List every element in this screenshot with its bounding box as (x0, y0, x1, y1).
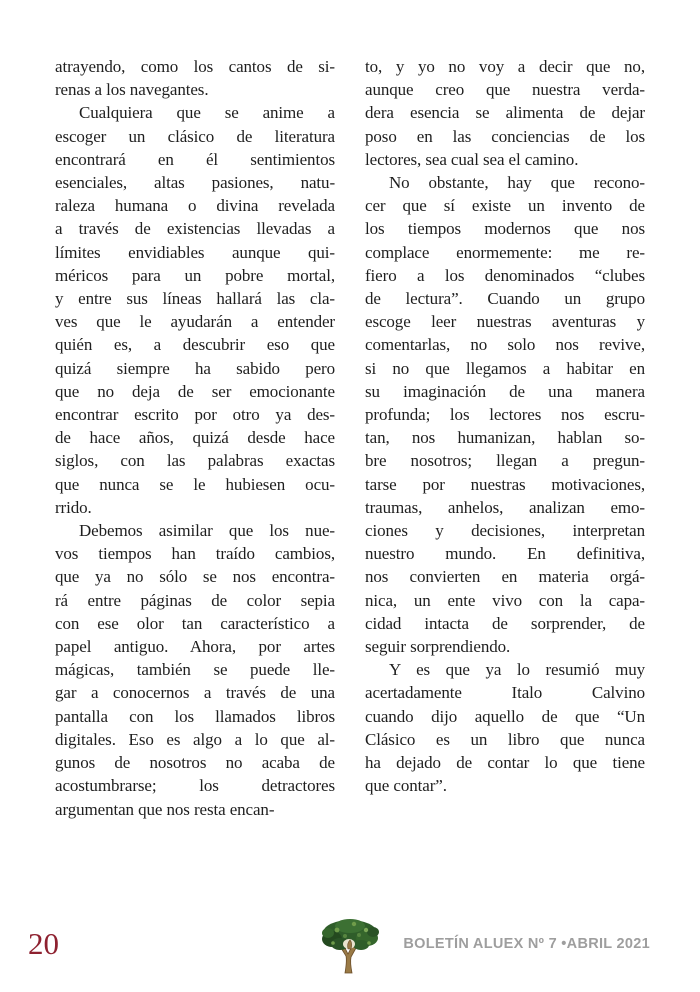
text-line: mágicas, también se puede lle- (55, 660, 335, 680)
text-line: acertadamente Italo Calvino (365, 683, 645, 703)
text-line: Clásico es un libro que nunca (365, 729, 645, 749)
text-line: rá entre páginas de color sepia (55, 590, 335, 610)
text-line: nica, un ente vivo con la capa- (365, 590, 645, 610)
text-line: nos convierten en materia orgá- (365, 567, 645, 587)
text-line: rrido. (55, 497, 92, 517)
text-line: traumas, anhelos, analizan emo- (365, 497, 645, 517)
left-column (55, 55, 335, 821)
text-line: encontrar escrito por otro ya des- (55, 405, 335, 425)
article-body (55, 55, 645, 821)
text-line: dera esencia se alimenta de dejar (365, 103, 645, 123)
text-line: lectores, sea cual sea el camino. (365, 149, 579, 169)
text-line: vos tiempos han traído cambios, (55, 544, 335, 564)
text-line: y entre sus líneas hallará las cla- (55, 289, 335, 309)
text-line: esenciales, altas pasiones, natu- (55, 173, 335, 193)
bulletin-issue-label: BOLETÍN ALUEX Nº 7 •ABRIL 2021 (403, 936, 650, 952)
text-line: escoge leer nuestras aventuras y (365, 312, 645, 332)
text-line: poso en las conciencias de los (365, 126, 645, 146)
text-line: que contar”. (365, 776, 447, 796)
text-line: nuestro mundo. En definitiva, (365, 544, 645, 564)
text-line: de lectura”. Cuando un grupo (365, 289, 645, 309)
text-line: que ya no sólo se nos encontra- (55, 567, 335, 587)
text-line: quizá siempre ha sabido pero (55, 358, 335, 378)
text-line: gunos de nosotros no acaba de (55, 753, 335, 773)
text-line: raleza humana o divina revelada (55, 196, 335, 216)
text-line: papel antiguo. Ahora, por artes (55, 637, 335, 657)
text-line: quién es, a descubrir eso que (55, 335, 335, 355)
text-line: renas a los navegantes. (55, 80, 209, 100)
text-line: aunque creo que nuestra verda- (365, 80, 645, 100)
text-line: siglos, con las palabras exactas (55, 451, 335, 471)
page-number: 20 (28, 926, 59, 961)
text-line: cidad intacta de sorprender, de (365, 613, 645, 633)
text-line: fiero a los denominados “clubes (365, 265, 645, 285)
text-line: que nunca se le hubiesen ocu- (55, 474, 335, 494)
right-column (365, 55, 645, 821)
text-line: tarse por nuestras motivaciones, (365, 474, 645, 494)
text-line: gar a conocernos a través de una (55, 683, 335, 703)
text-line: atrayendo, como los cantos de si- (55, 57, 335, 76)
text-line: Y es que ya lo resumió muy (389, 660, 645, 680)
text-line: límites envidiables aunque qui- (55, 242, 335, 262)
text-line: méricos para un pobre mortal, (55, 265, 335, 285)
text-line: su imaginación de una manera (365, 381, 645, 401)
text-line: los tiempos modernos que nos (365, 219, 645, 239)
text-line: cer que sí existe un invento de (365, 196, 645, 216)
text-line: Cualquiera que se anime a (79, 103, 335, 123)
text-line: No obstante, hay que recono- (389, 173, 645, 193)
text-line: argumentan que nos resta encan- (55, 799, 275, 819)
text-line: cuando dijo aquello de que “Un (365, 706, 645, 726)
text-line: comentarlas, no solo nos revive, (365, 335, 645, 355)
text-line: seguir sorprendiendo. (365, 637, 511, 657)
text-line: encontrará en él sentimientos (55, 149, 335, 169)
text-line: digitales. Eso es algo a lo que al- (55, 729, 335, 749)
text-line: con ese olor tan característico a (55, 613, 335, 633)
text-line: a través de existencias llevadas a (55, 219, 335, 239)
text-line: si no que llegamos a habitar en (365, 358, 645, 378)
page-footer (0, 905, 700, 992)
text-line: ves que le ayudarán a entender (55, 312, 335, 332)
text-line: pantalla con los llamados libros (55, 706, 335, 726)
text-line: profunda; los lectores nos escru- (365, 405, 645, 425)
text-line: tan, nos humanizan, hablan so- (365, 428, 645, 448)
text-line: que no deja de ser emocionante (55, 381, 335, 401)
text-line: acostumbrarse; los detractores (55, 776, 335, 796)
text-line: to, y yo no voy a decir que no, (365, 57, 645, 76)
text-line: ha dejado de contar lo que tiene (365, 753, 645, 773)
text-line: complace enormemente: me re- (365, 242, 645, 262)
tree-icon (321, 915, 379, 979)
text-line: bre nosotros; llegan a pregun- (365, 451, 645, 471)
text-line: ciones y decisiones, interpretan (365, 521, 645, 541)
text-line: Debemos asimilar que los nue- (79, 521, 335, 541)
text-line: de hace años, quizá desde hace (55, 428, 335, 448)
text-line: escoger un clásico de literatura (55, 126, 335, 146)
